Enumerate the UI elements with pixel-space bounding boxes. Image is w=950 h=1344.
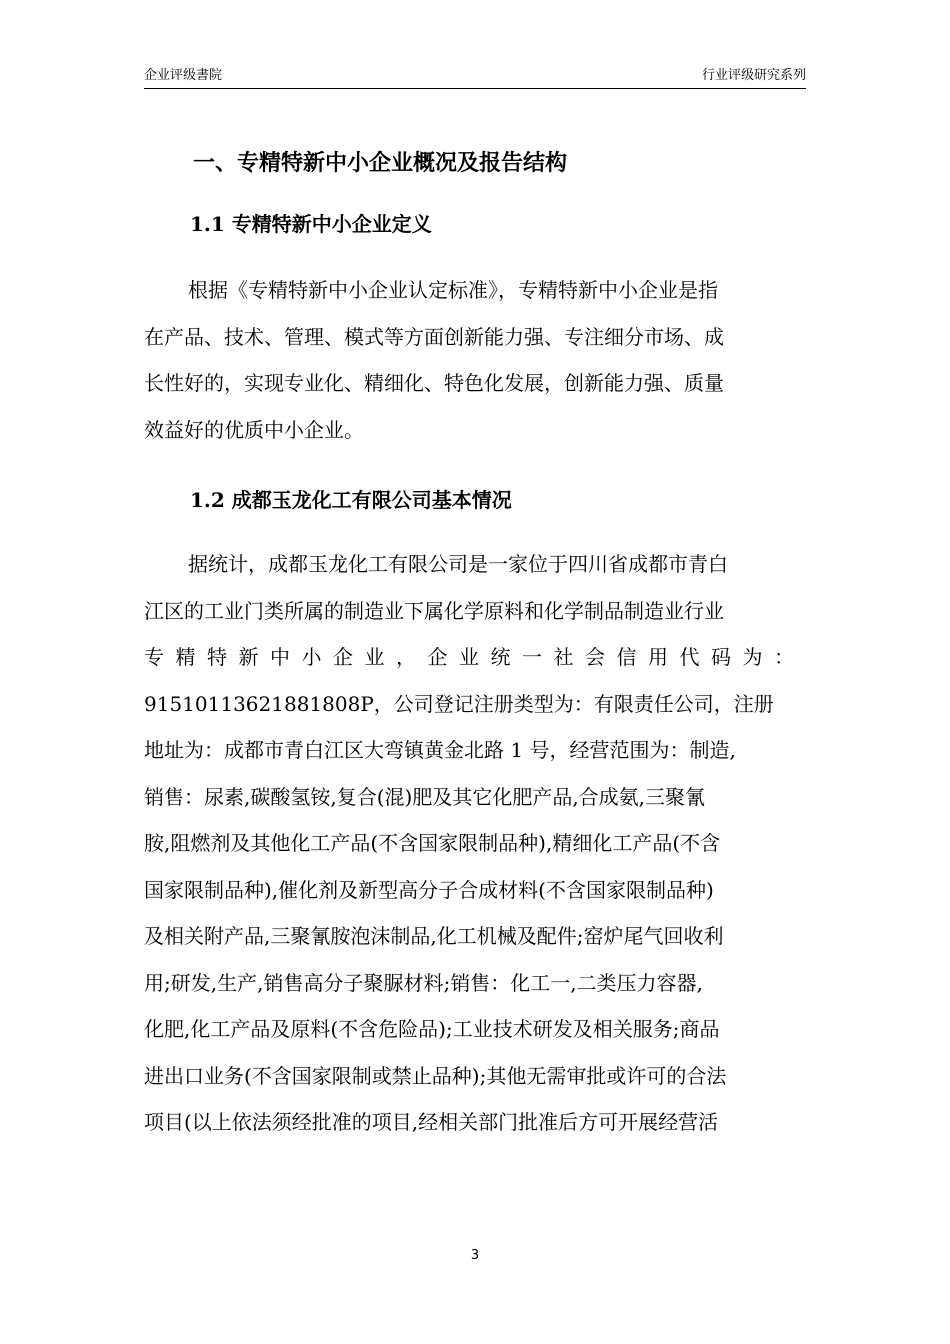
subsection-title-company-info: 1.2 成都玉龙化工有限公司基本情况 bbox=[190, 488, 512, 512]
paragraph-line: 胺,阻燃剂及其他化工产品(不含国家限制品种),精细化工产品(不含 bbox=[144, 831, 721, 855]
paragraph-line: 据统计，成都玉龙化工有限公司是一家位于四川省成都市青白 bbox=[188, 552, 728, 576]
paragraph-line: 进出口业务(不含国家限制或禁止品种);其他无需审批或许可的合法 bbox=[144, 1063, 727, 1088]
paragraph-line: 效益好的优质中小企业。 bbox=[144, 417, 364, 442]
paragraph-line: 江区的工业门类所属的制造业下属化学原料和化学制品制造业行业 bbox=[144, 598, 724, 623]
paragraph-line: 销售：尿素,碳酸氢铵,复合(混)肥及其它化肥产品,合成氨,三聚氰 bbox=[144, 784, 706, 809]
paragraph-definition bbox=[144, 267, 806, 453]
paragraph-line: 化肥,化工产品及原料(不含危险品);工业技术研发及相关服务;商品 bbox=[144, 1017, 720, 1041]
paragraph-company-info bbox=[144, 541, 806, 1146]
paragraph-line-spread: 专精特新中小企业，企业统一社会信用代码为： bbox=[144, 645, 806, 669]
section-title: 一、专精特新中小企业概况及报告结构 bbox=[193, 150, 568, 176]
subsection-title-definition: 1.1 专精特新中小企业定义 bbox=[190, 212, 432, 236]
header-series: 行业评级研究系列 bbox=[701, 68, 806, 83]
paragraph-line: 在产品、技术、管理、模式等方面创新能力强、专注细分市场、成 bbox=[144, 324, 724, 349]
paragraph-line: 地址为：成都市青白江区大弯镇黄金北路 1 号，经营范围为：制造, bbox=[144, 738, 736, 762]
page-number: 3 bbox=[470, 1248, 480, 1263]
paragraph-line: 项目(以上依法须经批准的项目,经相关部门批准后方可开展经营活 bbox=[144, 1110, 719, 1134]
paragraph-line: 91510113621881808P，公司登记注册类型为：有限责任公司，注册 bbox=[144, 691, 774, 716]
page-header bbox=[144, 66, 806, 89]
paragraph-line: 国家限制品种),催化剂及新型高分子合成材料(不含国家限制品种) bbox=[144, 877, 714, 902]
paragraph-line: 根据《专精特新中小企业认定标准》，专精特新中小企业是指 bbox=[188, 278, 718, 302]
paragraph-line: 及相关附产品,三聚氰胺泡沫制品,化工机械及配件;窑炉尾气回收利 bbox=[144, 924, 724, 948]
header-publisher: 企业评级書院 bbox=[144, 68, 223, 83]
paragraph-line: 长性好的，实现专业化、精细化、特色化发展，创新能力强、质量 bbox=[144, 371, 724, 395]
paragraph-line: 用;研发,生产,销售高分子聚脲材料;销售：化工一,二类压力容器, bbox=[144, 970, 703, 995]
